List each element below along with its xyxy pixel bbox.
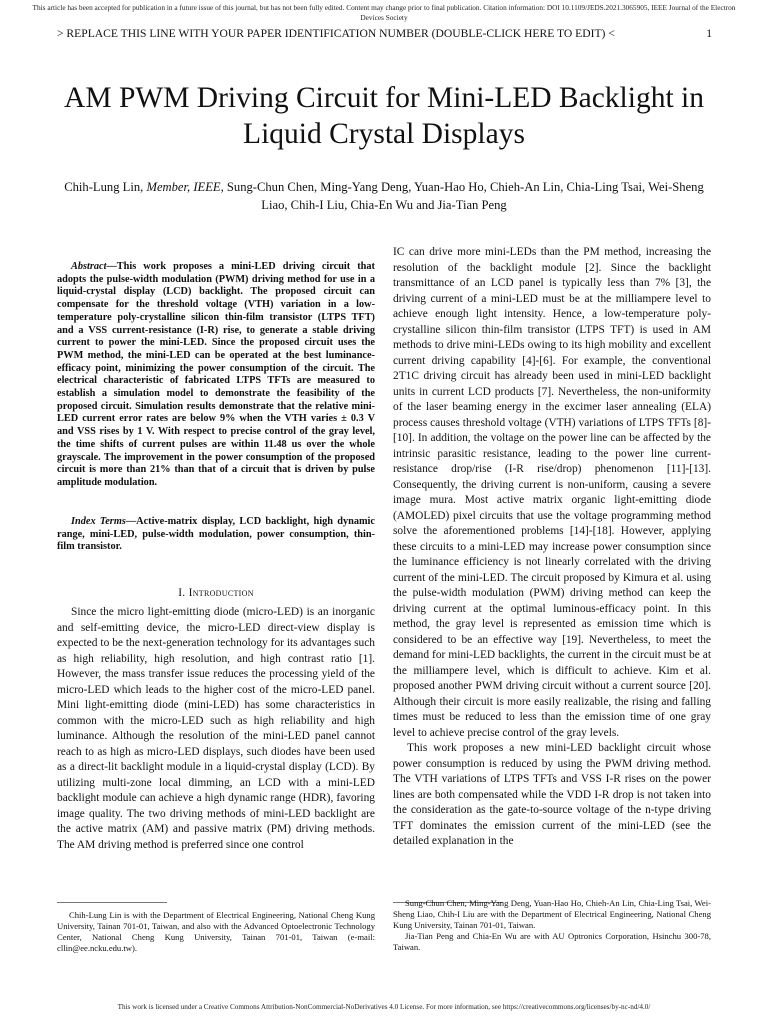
- footnote-right-text-2: Jia-Tian Peng and Chia-En Wu are with AU Optronics Corporation, Hsinchu 300-78, Taiwan.: [393, 931, 711, 952]
- footnote-left-text: Chih-Lung Lin is with the Department of Electrical Engineering, National Cheng Kung University, Tainan 701-01, Taiwan, and also with the Advanced Optoelectronic Technology Center, National Cheng Kung University, Tainan 701-01, Taiwan (e-mail: cllin@ee.ncku.edu.tw).: [57, 910, 375, 953]
- abstract: [57, 261, 375, 490]
- paper-id-placeholder: > REPLACE THIS LINE WITH YOUR PAPER IDENTIFICATION NUMBER (DOUBLE-CLICK HERE TO EDIT) <: [57, 27, 615, 40]
- footnote-right: [393, 898, 711, 953]
- other-authors: , Sung-Chun Chen, Ming-Yang Deng, Yuan-Hao Ho, Chieh-An Lin, Chia-Ling Tsai, Wei-Sheng Liao, Chih-I Liu, Chia-En Wu and Jia-Tian Peng: [220, 180, 704, 212]
- first-author-role: Member, IEEE: [146, 180, 221, 194]
- license-note: This work is licensed under a Creative Commons Attribution-NonCommercial-NoDerivatives 4.0 License. For more information, see https://creativecommons.org/licenses/by-nc-nd/4.0/: [117, 1003, 651, 1011]
- author-list: [60, 178, 708, 214]
- intro-right-paragraph-1: IC can drive more mini-LEDs than the PM method, increasing the resolution of the backlight module [2]. Since the backlight transmittance of an LCD panel is typically less than 7% [3], the driving current of a mini-LED must be at the milliampere level to achieve enough light intensity. Hence, a low-temperature poly-crystalline silicon thin-film transistor (LTPS TFT) is used in AM methods to drive mini-LEDs owing to its high mobility and excellent current driving capability [4]-[6]. For example, the conventional 2T1C driving circuit has already been used in mini-LED backlight units in current LCD products [7]. Nevertheless, the non-uniformity of the laser beaming energy in the excimer laser annealing (ELA) process causes threshold voltage (VTH) variations of LTPS TFTs [8]-[10]. In addition, the voltage on the power line can be affected by the intrinsic parasitic resistance, leading to the power line current-resistance drop/rise (I-R rise/drop) phenomenon [11]-[13]. Consequently, the driving current is non-uniform, causing a severe image mura. Most active matrix organic light-emitting diode (AMOLED) pixel circuits that use the voltage programming method solve the aforementioned problems [14]-[18]. However, applying these circuits to a mini-LED may increase power consumption since the luminance efficiency is not linearly correlated with the driving current of the mini-LED. The circuit proposed by Kimura et al. using the pulse-width modulation (PWM) driving method can keep the driving current at the optimal luminous-efficacy point. In this method, the gray level is represented as emission time which is considered to be an effective way [19]. Nevertheless, to meet the demand for mini-LED backlights, the current in the circuit must be at the milliampere level, which is difficult to achieve. Kim et al. proposed another PWM driving circuit without a current source [20]. Although their circuit is more easily realizable, the rising and falling times must be reduced to less than the emission time of one gray level to achieve precise control of the gray levels.: [393, 246, 711, 739]
- section-heading-introduction: I. Introduction: [178, 587, 254, 599]
- page-number: 1: [706, 27, 712, 40]
- abstract-label: Abstract: [71, 261, 107, 272]
- index-terms: [57, 516, 375, 554]
- first-author: Chih-Lung Lin,: [64, 180, 147, 194]
- footnote-right-text-1: Sung-Chun Chen, Ming-Yang Deng, Yuan-Hao Ho, Chieh-An Lin, Chia-Ling Tsai, Wei-Sheng Liao, Chih-I Liu are with the Department of Electrical Engineering, National Cheng Kung University, Tainan 701-01, Taiwan.: [393, 898, 711, 930]
- introduction-right-column: [393, 245, 711, 850]
- index-terms-text: —Active-matrix display, LCD backlight, high dynamic range, mini-LED, pulse-width modulation, power consumption, thin-film transistor.: [57, 516, 375, 553]
- footnote-divider-left: [57, 902, 167, 903]
- index-terms-label: Index Terms: [71, 516, 126, 527]
- paper-title: AM PWM Driving Circuit for Mini-LED Backlight in Liquid Crystal Displays: [64, 82, 704, 150]
- journal-acceptance-note: This article has been accepted for publication in a future issue of this journal, but has not been fully edited. Content may change prior to final publication. Citation information: DOI 10.1109/JEDS.2021.3065905, IEEE Journal of the Electron Devices Society: [32, 3, 736, 22]
- running-header: [57, 27, 712, 40]
- intro-right-paragraph-2: This work proposes a new mini-LED backlight circuit whose power consumption is reduced by using the PWM driving method. The VTH variations of LTPS TFTs and VSS I-R rises on the power lines are both compensated while the VDD I-R drop is not taken into the consideration as the gate-to-source voltage of the n-type driving TFT dominates the emission current of the mini-LED (see the detailed explanation in the: [393, 742, 711, 847]
- abstract-text: —This work proposes a mini-LED driving circuit that adopts the pulse-width modulation (PWM) driving method for use in a liquid-crystal display (LCD) backlight. The proposed circuit can compensate for the threshold voltage (VTH) variation in a low-temperature poly-crystalline silicon thin-film transistor (LTPS TFT) and a VSS current-resistance (I-R) rise, to generate a stable driving current to power the mini-LED. Since the proposed circuit uses the PWM method, the mini-LED can be operated at the best luminance-efficacy point, minimizing the power consumption of the circuit. The electrical characteristic of fabricated LTPS TFTs are measured to establish a simulation model to demonstrate the feasibility of the proposed circuit. Simulation results demonstrate that the relative mini-LED current error rates are below 9% when the VTH varies ± 0.3 V and VSS rises by 1 V. With respect to precise control of the gray level, the time shifts of current pulses are within 11.48 us over the whole grayscale. The improvement in the power consumption of the proposed circuit is more than 21% than that of a circuit that is driven by pulse amplitude modulation.: [57, 261, 375, 488]
- introduction-left-column: Since the micro light-emitting diode (micro-LED) is an inorganic and self-emitting device, the micro-LED direct-view display is expected to be the next-generation technology for its advantages such as high reliability, high resolution, and high contrast ratio [1]. However, the mass transfer issue reduces the processing yield of the micro-LED which leads to the higher cost of the micro-LED panel. Mini light-emitting diode (mini-LED) has some characteristics in common with the micro-LED such as high reliability and high luminance. Although the resolution of the mini-LED panel cannot reach to as high as micro-LED displays, such diodes have been used as a direct-lit backlight module in a liquid-crystal display (LCD). By utilizing multi-zone local dimming, an LCD with a mini-LED backlight module can achieve a high dynamic range (HDR), favoring image quality. The two driving methods of mini-LED backlight are the active matrix (AM) and passive matrix (PM) driving methods. The AM driving method is preferred since one control: [57, 606, 375, 851]
- footnote-left: [57, 910, 375, 954]
